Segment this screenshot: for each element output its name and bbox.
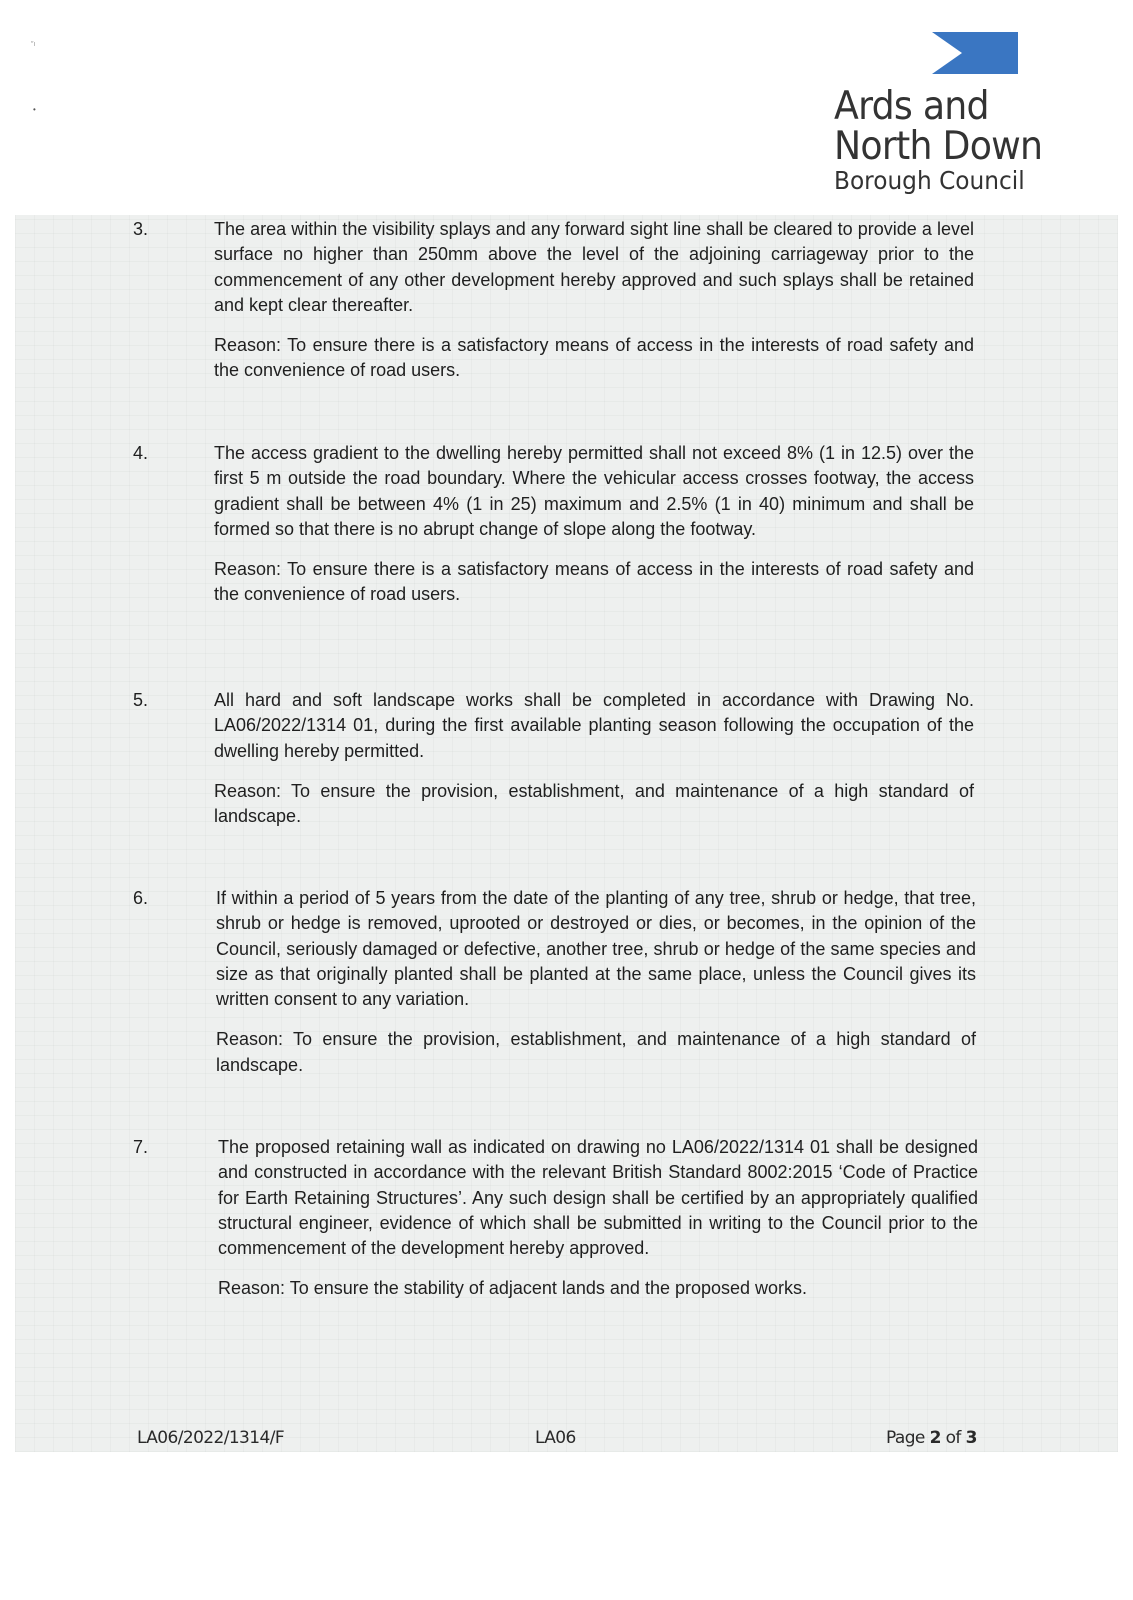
condition-body — [214, 217, 974, 384]
page-number — [886, 1428, 977, 1448]
condition-reason: Reason: To ensure there is a satisfactory means of access in the interests of road safety and the convenience of road users. — [214, 559, 974, 605]
condition-reason: Reason: To ensure the provision, establishment, and maintenance of a high standard of landscape. — [214, 780, 974, 827]
scan-artifact: ″ı — [31, 41, 36, 48]
condition-number: 5. — [133, 690, 149, 710]
condition-text: All hard and soft landscape works shall be completed in accordance with Drawing No. LA06/2022/1314 01, during the first available planting season following the occupation of the dwelling hereby permitted. — [214, 690, 974, 761]
condition-number: 4. — [133, 443, 149, 463]
condition-body — [214, 441, 974, 608]
chevron-flag-icon — [932, 32, 1018, 74]
condition-number: 6. — [133, 888, 149, 908]
condition-number: 7. — [133, 1137, 149, 1157]
condition-reason: Reason: To ensure the stability of adjacent lands and the proposed works. — [218, 1278, 808, 1299]
condition-body — [214, 688, 974, 829]
page-total: 3 — [965, 1428, 977, 1448]
condition-text: The proposed retaining wall as indicated on drawing no LA06/2022/1314 01 shall be designed and constructed in accordance with the relevant British Standard 8002:2015 ‘Code of Practice for Earth Retaining Structures’. Any such design shall be certified by an appropriately qualified structural engineer, evidence of which shall be submitted in writing to the Council prior to the commencement of the development hereby approved. — [218, 1137, 978, 1259]
condition-text: If within a period of 5 years from the date of the planting of any tree, shrub or hedge, that tree, shrub or hedge is removed, uprooted or destroyed or dies, or becomes, in the opinion of the Council, seriously damaged or defective, another tree, shrub or hedge of the same species and size as that originally planted shall be planted at the same place, unless the Council gives its written consent to any variation. — [216, 888, 976, 1010]
page-current: 2 — [929, 1428, 941, 1448]
condition-number: 3. — [133, 219, 149, 239]
council-code: LA06 — [535, 1428, 576, 1448]
application-reference: LA06/2022/1314/F — [137, 1428, 285, 1448]
scan-artifact: • — [33, 105, 36, 114]
logo-text-line3: Borough Council — [834, 166, 1025, 195]
condition-reason: Reason: To ensure there is a satisfactory means of access in the interests of road safety and the convenience of road users. — [214, 335, 974, 381]
condition-reason: Reason: To ensure the provision, establishment, and maintenance of a high standard of landscape. — [216, 1029, 976, 1075]
condition-text: The access gradient to the dwelling hereby permitted shall not exceed 8% (1 in 12.5) over the first 5 m outside the road boundary. Where the vehicular access crosses footway, the access gradient shall be between 4% (1 in 25) maximum and 2.5% (1 in 40) minimum and shall be formed so that there is no abrupt change of slope along the footway. — [214, 443, 974, 539]
logo-text-line1: Ards and — [834, 84, 989, 129]
page-prefix: Page — [886, 1428, 930, 1448]
condition-body — [218, 1135, 978, 1302]
condition-body — [216, 886, 976, 1078]
page-separator: of — [940, 1428, 966, 1448]
logo-text-line2: North Down — [834, 124, 1043, 169]
condition-text: The area within the visibility splays and any forward sight line shall be cleared to provide a level surface no higher than 250mm above the level of the adjoining carriageway prior to the commencement of any other development hereby approved and such splays shall be retained and kept clear thereafter. — [214, 219, 974, 315]
